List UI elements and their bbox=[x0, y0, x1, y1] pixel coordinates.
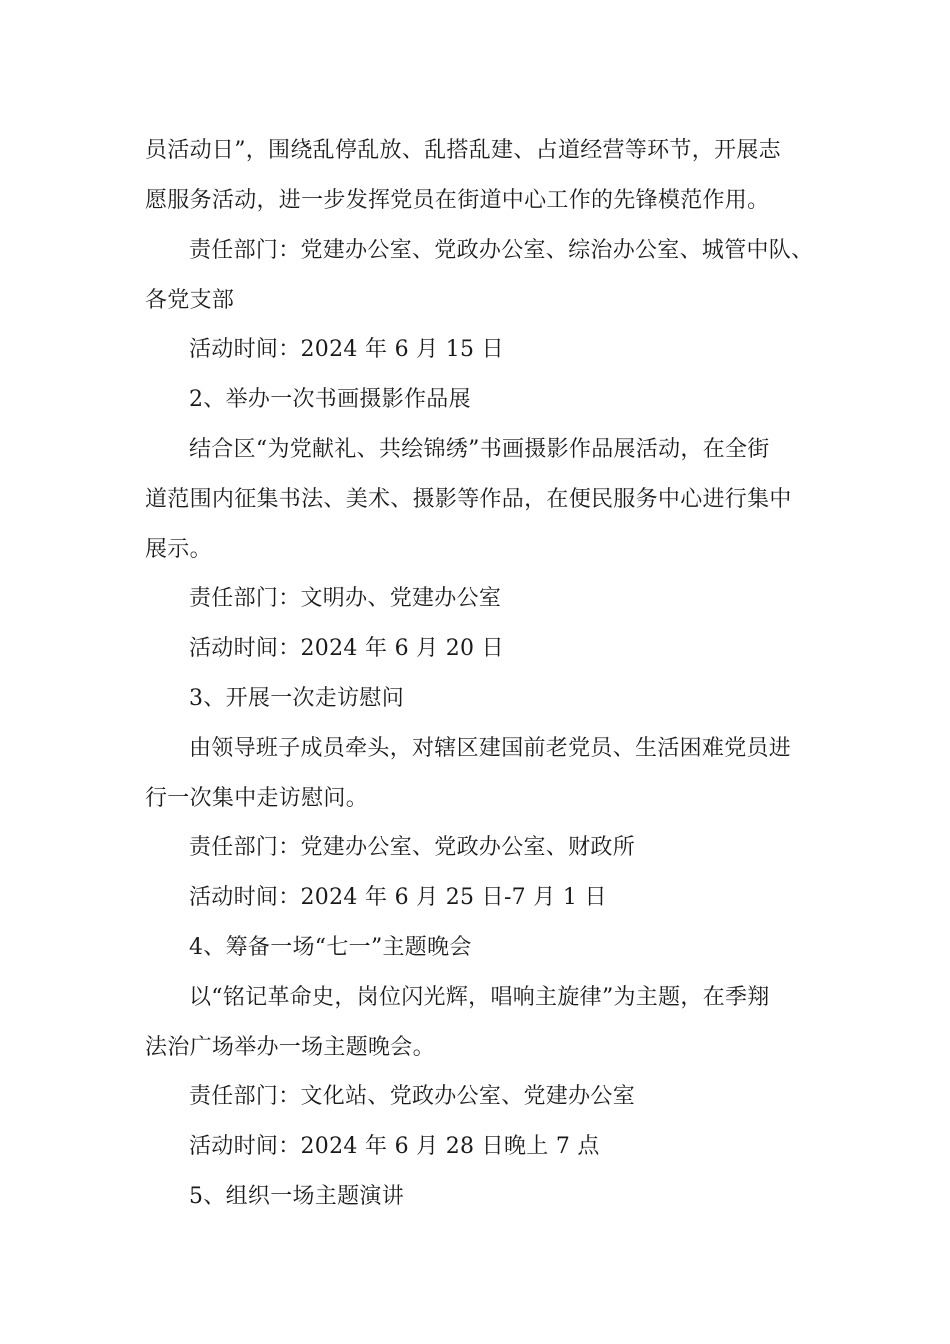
activity-time-line: 活动时间：2024 年 6 月 25 日-7 月 1 日 bbox=[189, 885, 607, 910]
paragraph-line: 法治广场举办一场主题晚会。 bbox=[145, 1035, 435, 1060]
paragraph-line: 结合区“为党献礼、共绘锦绣”书画摄影作品展活动，在全街 bbox=[189, 437, 770, 462]
responsible-dept-line: 责任部门：党建办公室、党政办公室、综治办公室、城管中队、 bbox=[189, 238, 814, 263]
responsible-dept-line: 责任部门：文明办、党建办公室 bbox=[189, 586, 502, 611]
responsible-dept-line: 责任部门：文化站、党政办公室、党建办公室 bbox=[189, 1084, 636, 1109]
section-heading: 4、筹备一场“七一”主题晚会 bbox=[189, 935, 472, 960]
activity-time-line: 活动时间：2024 年 6 月 28 日晚上 7 点 bbox=[189, 1134, 600, 1159]
activity-time-line: 活动时间：2024 年 6 月 20 日 bbox=[189, 636, 504, 661]
section-heading: 5、组织一场主题演讲 bbox=[189, 1184, 404, 1209]
paragraph-line: 由领导班子成员牵头，对辖区建国前老党员、生活困难党员进 bbox=[189, 736, 792, 761]
responsible-dept-line: 责任部门：党建办公室、党政办公室、财政所 bbox=[189, 835, 636, 860]
paragraph-line: 以“铭记革命史，岗位闪光辉，唱响主旋律”为主题，在季翔 bbox=[189, 985, 770, 1010]
paragraph-line: 行一次集中走访慰问。 bbox=[145, 786, 369, 811]
paragraph-line: 展示。 bbox=[145, 537, 212, 562]
responsible-dept-line: 各党支部 bbox=[145, 288, 235, 313]
paragraph-line: 员活动日”，围绕乱停乱放、乱搭乱建、占道经营等环节，开展志 bbox=[145, 138, 781, 163]
paragraph-line: 道范围内征集书法、美术、摄影等作品，在便民服务中心进行集中 bbox=[145, 487, 792, 512]
section-heading: 2、举办一次书画摄影作品展 bbox=[189, 387, 471, 412]
paragraph-line: 愿服务活动，进一步发挥党员在街道中心工作的先锋模范作用。 bbox=[145, 188, 770, 213]
activity-time-line: 活动时间：2024 年 6 月 15 日 bbox=[189, 337, 504, 362]
section-heading: 3、开展一次走访慰问 bbox=[189, 686, 404, 711]
